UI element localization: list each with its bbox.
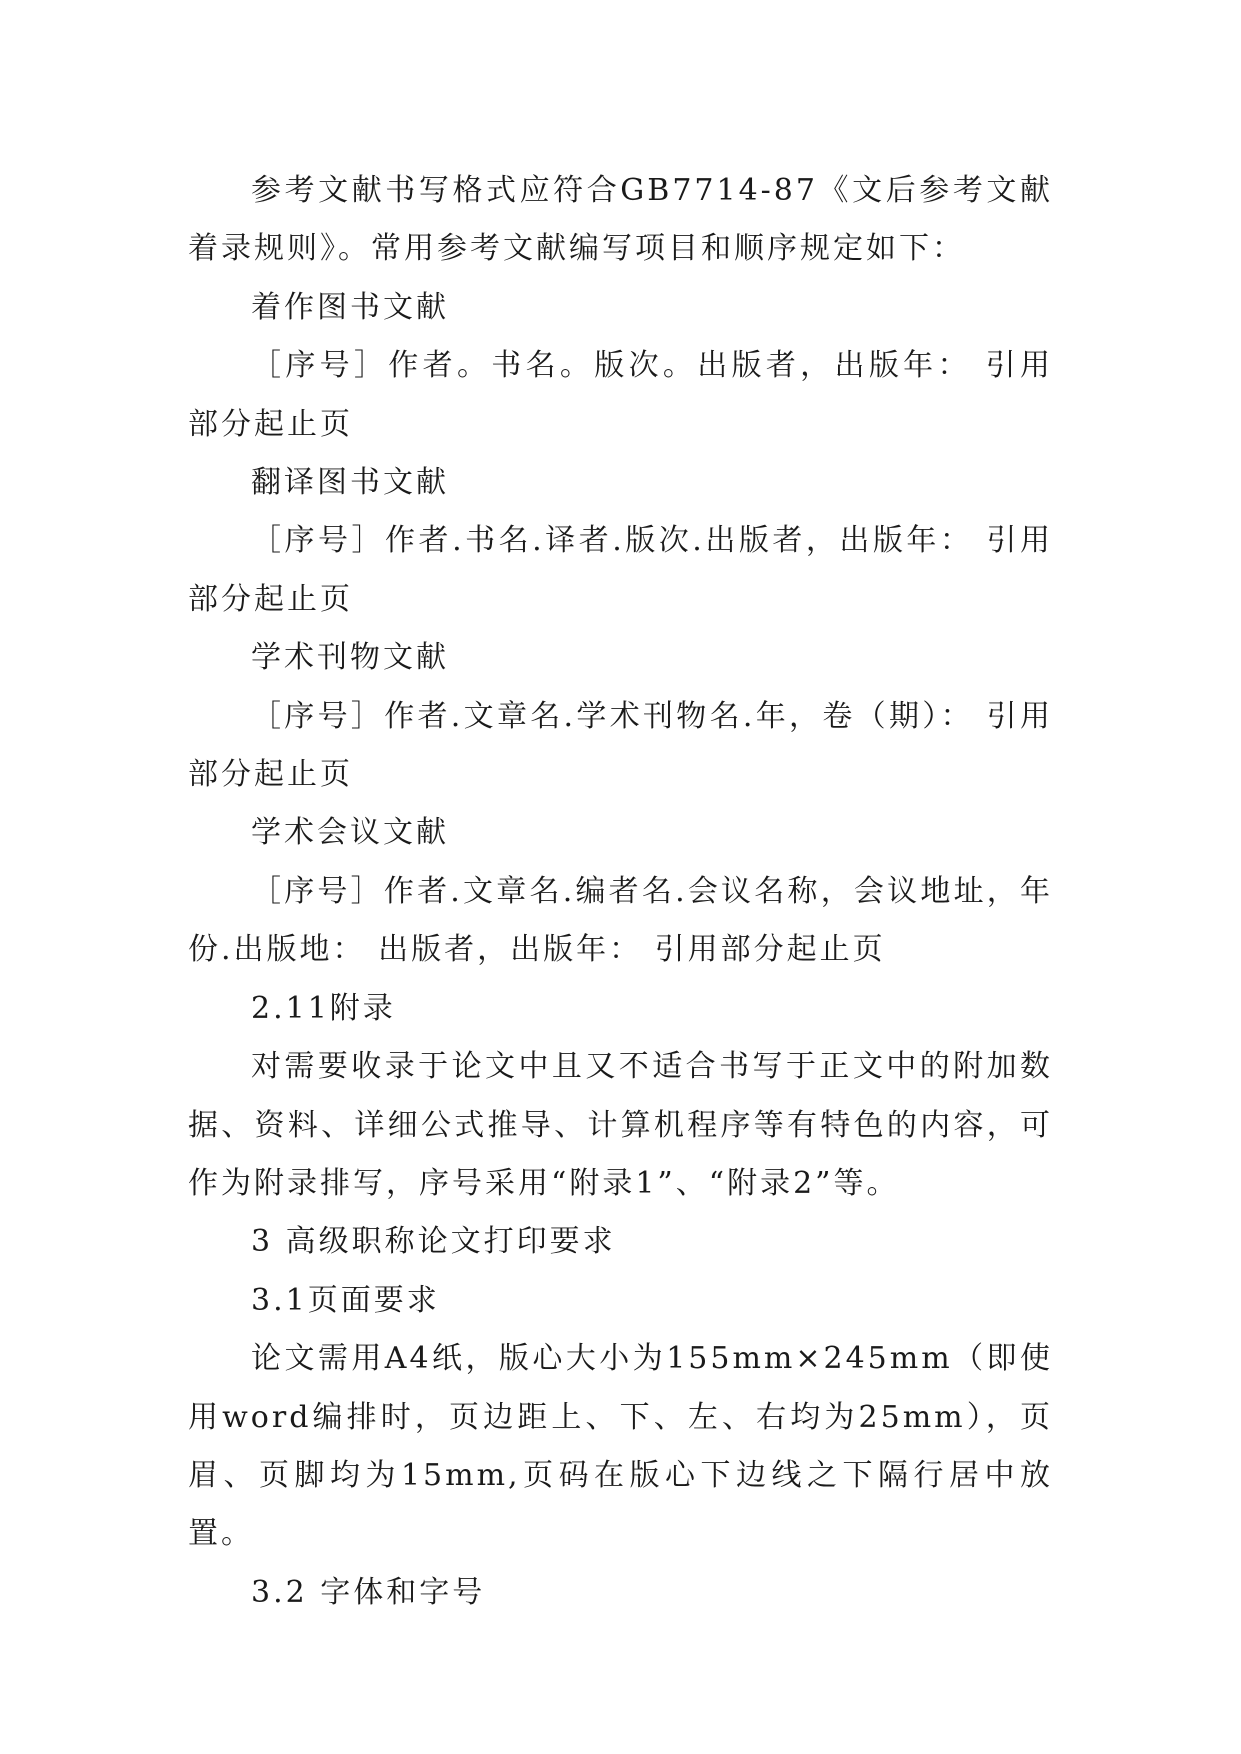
heading-journal-references: 学术刊物文献: [251, 640, 449, 676]
paragraph-reference-format: 参考文献书写格式应符合GB7714-87《文后参考文献着录规则》。常用参考文献编写项目和顺序规定如下：: [188, 173, 1053, 267]
heading-translated-book-references: 翻译图书文献: [251, 465, 449, 501]
paragraph-translated-book-format: ［序号］作者.书名.译者.版次.出版者，出版年： 引用部分起止页: [188, 523, 1053, 617]
heading-page-requirements: 3.1页面要求: [251, 1282, 440, 1318]
paragraph-book-format: ［序号］作者。书名。版次。出版者，出版年： 引用部分起止页: [188, 348, 1053, 442]
heading-conference-references: 学术会议文献: [251, 815, 449, 851]
heading-book-references: 着作图书文献: [251, 289, 449, 325]
heading-print-requirements: 3 高级职称论文打印要求: [251, 1224, 616, 1260]
heading-appendix: 2.11附录: [251, 990, 396, 1026]
document-body: [188, 162, 1053, 1622]
paragraph-conference-format: ［序号］作者.文章名.编者名.会议名称，会议地址，年份.出版地： 出版者，出版年： 引用部分起止页: [188, 873, 1053, 968]
paragraph-page-requirements: 论文需用A4纸，版心大小为155mm×245mm（即使用word编排时，页边距上、下、左、右均为25mm），页眉、页脚均为15mm,页码在版心下边线之下隔行居中放置。: [188, 1341, 1053, 1552]
paragraph-appendix: 对需要收录于论文中且又不适合书写于正文中的附加数据、资料、详细公式推导、计算机程序等有特色的内容，可作为附录排写，序号采用“附录1”、“附录2”等。: [188, 1049, 1053, 1201]
paragraph-journal-format: ［序号］作者.文章名.学术刊物名.年，卷（期）： 引用部分起止页: [188, 698, 1053, 793]
heading-font-and-size: 3.2 字体和字号: [251, 1574, 486, 1610]
